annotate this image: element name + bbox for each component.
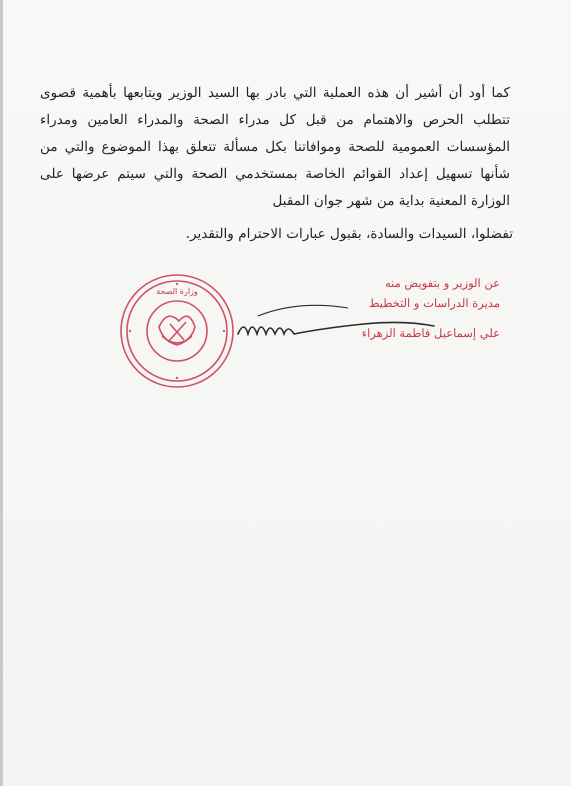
handwritten-signature [228,290,478,350]
signature-line-name: علي إسماعيل فاطمة الزهراء [361,326,500,340]
stamp-text: وزارة الصحة [156,287,198,296]
scan-edge [0,0,3,786]
official-stamp [118,272,236,390]
signature-line-title: مديرة الدراسات و التخطيط [368,296,500,310]
body-paragraph: كما أود أن أشير أن هذه العملية التي بادر بها السيد الوزير ويتابعها بأهمية قصوى تتطلب الحرص والاهتمام من قبل كل مدراء الصحة والمدراء العامين ومدراء المؤسسات العمومية للصحة وموافاتنا بكل مسألة تتعلق بهذا الموضوع والتي من شأنها تسهيل إعداد القوائم الخاصة بمستخدمي الصحة والتي سيتم عرضها على الوزارة المعنية بداية من شهر جوان المقبل [40,84,510,209]
closing-line: تفضلوا، السيدات والسادة، بقبول عبارات الاحترام والتقدير. [185,226,513,242]
signature-line-delegation: عن الوزير و بتفويض منه [384,276,500,290]
